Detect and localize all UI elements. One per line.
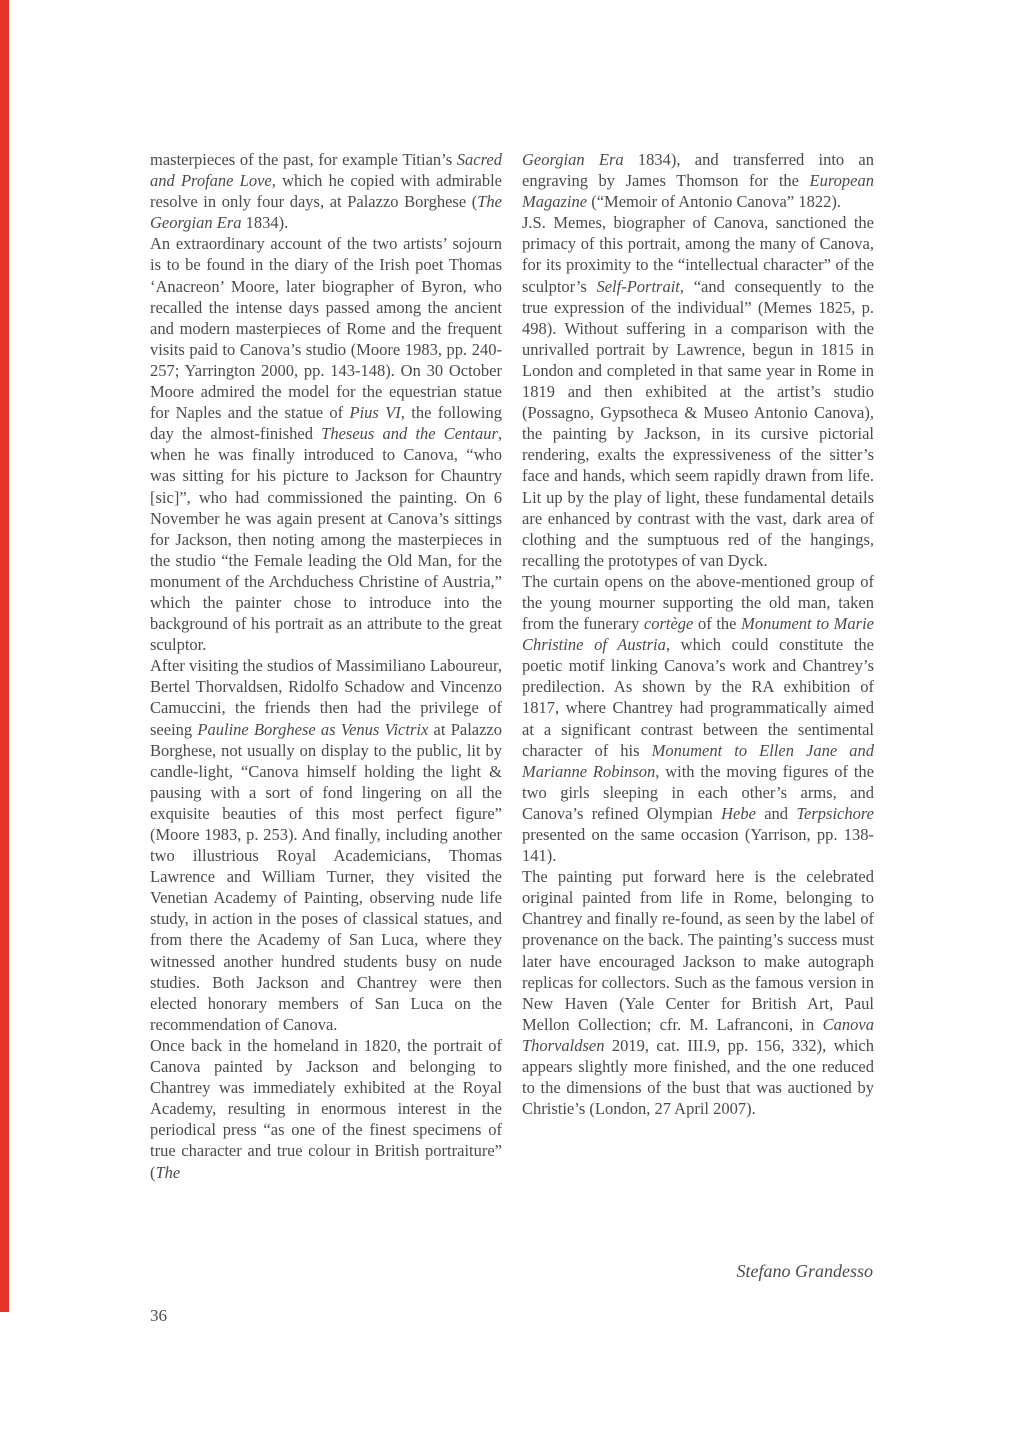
paragraph: The curtain opens on the above-mentioned group of the young mourner supporting the old man, taken from the funerary cortège of the Monument to Marie Christine of Austria, which could constitute the poetic motif linking Canova’s work and Chantrey’s predilection. As shown by the RA exhibition of 1817, where Chantrey had programmatically aimed at a significant contrast between the sentimental character of his Monument to Ellen Jane and Marianne Robinson, with the moving figures of the two girls sleeping in each other’s arms, and Canova’s refined Olympian Hebe and Terpsichore presented on the same occasion (Yarrison, pp. 138-141). — [522, 571, 874, 866]
paragraph: Once back in the homeland in 1820, the portrait of Canova painted by Jackson and belonging to Chantrey was immediately exhibited at the Royal Academy, resulting in enormous interest in the periodical press “as one of the finest specimens of true character and true colour in British portraiture” (The — [150, 1035, 502, 1182]
text-column-right — [522, 149, 874, 1119]
red-margin-stripe — [0, 0, 9, 1312]
paragraph: After visiting the studios of Massimiliano Laboureur, Bertel Thorvaldsen, Ridolfo Schadow and Vincenzo Camuccini, the friends then had the privilege of seeing Pauline Borghese as Venus Victrix at Palazzo Borghese, not usually on display to the public, lit by candle-light, “Canova himself holding the light & pausing with a sort of fond lingering on all the exquisite beauties of this most perfect figure” (Moore 1983, p. 253). And finally, including another two illustrious Royal Academicians, Thomas Lawrence and William Turner, they visited the Venetian Academy of Painting, observing nude life study, in action in the poses of classical statues, and from there the Academy of San Luca, where they witnessed another hundred students busy on nude studies. Both Jackson and Chantrey were then elected honorary members of San Luca on the recommendation of Canova. — [150, 656, 502, 1034]
paragraph: masterpieces of the past, for example Titian’s Sacred and Profane Love, which he copied with admirable resolve in only four days, at Palazzo Borghese (The Georgian Era 1834). — [150, 150, 502, 233]
text-column-left — [150, 149, 502, 1183]
paragraph: Georgian Era 1834), and transferred into an engraving by James Thomson for the European Magazine (“Memoir of Antonio Canova” 1822). — [522, 150, 875, 212]
page-number: 36 — [150, 1306, 167, 1325]
author-signature: Stefano Grandesso — [736, 1261, 873, 1281]
paragraph: An extraordinary account of the two artists’ sojourn is to be found in the diary of the Irish poet Thomas ‘Anacreon’ Moore, later biographer of Byron, who recalled the intense days passed among the ancient and modern masterpieces of Rome and the frequent visits paid to Canova’s studio (Moore 1983, pp. 240-257; Yarrington 2000, pp. 143-148). On 30 October Moore admired the model for the equestrian statue for Naples and the statue of Pius VI, the following day the almost-finished Theseus and the Centaur, when he was finally introduced to Canova, “who was sitting for his picture to Jackson for Chauntry [sic]”, who had commissioned the painting. On 6 November he was again present at Canova’s sittings for Jackson, then noting among the masterpieces in the studio “the Female leading the Old Man, for the monument of the Archduchess Christine of Austria,” which the painter chose to introduce into the background of his portrait as an attribute to the great sculptor. — [150, 234, 502, 655]
paragraph: The painting put forward here is the celebrated original painted from life in Rome, belonging to Chantrey and finally re-found, as seen by the label of provenance on the back. The painting’s success must later have encouraged Jackson to make autograph replicas for collectors. Such as the famous version in New Haven (Yale Center for British Art, Paul Mellon Collection; cfr. M. Lafranconi, in Canova Thorvaldsen 2019, cat. III.9, pp. 156, 332), which appears slightly more finished, and the one reduced to the dimensions of the bust that was auctioned by Christie’s (London, 27 April 2007). — [522, 867, 874, 1119]
paragraph: J.S. Memes, biographer of Canova, sanctioned the primacy of this portrait, among the many of Canova, for its proximity to the “intellectual character” of the sculptor’s Self-Portrait, “and consequently to the true expression of the individual” (Memes 1825, p. 498). Without suffering in a comparison with the unrivalled portrait by Lawrence, begun in 1815 in London and completed in that same year in Rome in 1819 and then exhibited at the artist’s studio (Possagno, Gypsotheca & Museo Antonio Canova), the painting by Jackson, in its cursive pictorial rendering, exalts the expressiveness of the sitter’s face and hands, which seem rapidly drawn from life. Lit up by the play of light, these fundamental details are enhanced by contrast with the vast, dark area of clothing and the sumptuous red of the hangings, recalling the prototypes of van Dyck. — [522, 213, 875, 570]
